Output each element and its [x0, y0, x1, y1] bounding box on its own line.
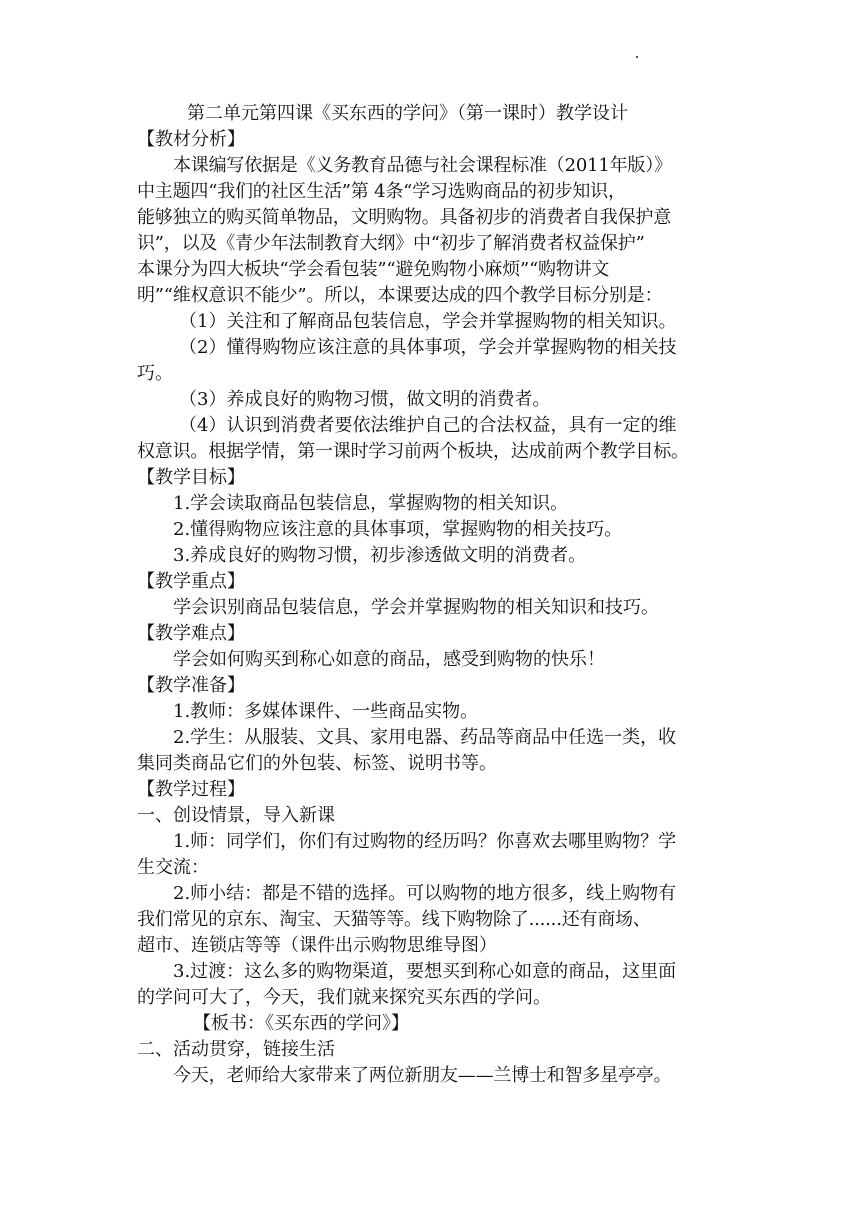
paragraph-line: 本课编写依据是《义务教育品德与社会课程标准（2011年版）》 [173, 155, 672, 176]
page-marker-dot [636, 56, 638, 58]
section-heading-key-points: 【教学重点】 [137, 571, 245, 592]
goal-item: （2）懂得购物应该注意的具体事项，学会并掌握购物的相关技 [179, 337, 677, 358]
document-page [137, 101, 733, 1089]
paragraph-line: 巧。 [137, 363, 173, 384]
paragraph-line: 学会识别商品包装信息，学会并掌握购物的相关知识和技巧。 [173, 597, 659, 618]
document-title: 第二单元第四课《买东西的学问》（第一课时）教学设计 [187, 103, 628, 124]
paragraph-line: 权意识。根据学情，第一课时学习前两个板块，达成前两个教学目标。 [137, 441, 689, 462]
section-heading-teaching-objectives: 【教学目标】 [137, 467, 245, 488]
section-heading-preparation: 【教学准备】 [137, 675, 245, 696]
subsection-heading: 二、活动贯穿，链接生活 [137, 1039, 335, 1060]
goal-item: （3）养成良好的购物习惯，做文明的消费者。 [179, 389, 551, 410]
objective-item: 2.懂得购物应该注意的具体事项，掌握购物的相关技巧。 [173, 519, 623, 540]
paragraph-line: 生交流： [137, 857, 209, 878]
paragraph-line: 的学问可大了，今天，我们就来探究买东西的学问。 [137, 987, 551, 1008]
paragraph-line: 学会如何购买到称心如意的商品，感受到购物的快乐！ [173, 649, 605, 670]
process-item: 2.师小结：都是不错的选择。可以购物的地方很多，线上购物有 [173, 883, 677, 904]
paragraph-line: 今天，老师给大家带来了两位新朋友——兰博士和智多星亭亭。 [173, 1065, 672, 1086]
paragraph-line: 我们常见的京东、淘宝、天猫等等。线下购物除了......还有商场、 [137, 909, 651, 930]
objective-item: 1.学会读取商品包装信息，掌握购物的相关知识。 [173, 493, 569, 514]
goal-item: （4）认识到消费者要依法维护自己的合法权益，具有一定的维 [179, 415, 677, 436]
blackboard-note: 【板书：《买东西的学问》】 [193, 1013, 409, 1034]
paragraph-line: 本课分为四大板块“学会看包装”“避免购物小麻烦”“购物讲文 [137, 259, 610, 280]
paragraph-line: 识”，以及《青少年法制教育大纲》中“初步了解消费者权益保护” [137, 233, 645, 254]
objective-item: 3.养成良好的购物习惯，初步渗透做文明的消费者。 [173, 545, 587, 566]
goal-item: （1）关注和了解商品包装信息，学会并掌握购物的相关知识。 [179, 311, 677, 332]
section-heading-textbook-analysis: 【教材分析】 [137, 129, 245, 150]
preparation-item: 1.教师：多媒体课件、一些商品实物。 [173, 701, 479, 722]
preparation-item: 2.学生：从服装、文具、家用电器、药品等商品中任选一类，收 [173, 727, 677, 748]
paragraph-line: 中主题四“我们的社区生活”第 4条“学习选购商品的初步知识， [137, 181, 626, 202]
section-heading-difficulties: 【教学难点】 [137, 623, 245, 644]
paragraph-line: 集同类商品它们的外包装、标签、说明书等。 [137, 753, 497, 774]
process-item: 1.师：同学们，你们有过购物的经历吗？你喜欢去哪里购物？学 [173, 831, 677, 852]
paragraph-line: 明”“维权意识不能少”。所以，本课要达成的四个教学目标分别是： [137, 285, 663, 306]
paragraph-line: 能够独立的购买简单物品，文明购物。具备初步的消费者自我保护意 [137, 207, 671, 228]
subsection-heading: 一、创设情景，导入新课 [137, 805, 335, 826]
section-heading-teaching-process: 【教学过程】 [137, 779, 245, 800]
paragraph-line: 超市、连锁店等等（课件出示购物思维导图） [137, 935, 497, 956]
process-item: 3.过渡：这么多的购物渠道，要想买到称心如意的商品，这里面 [173, 961, 677, 982]
